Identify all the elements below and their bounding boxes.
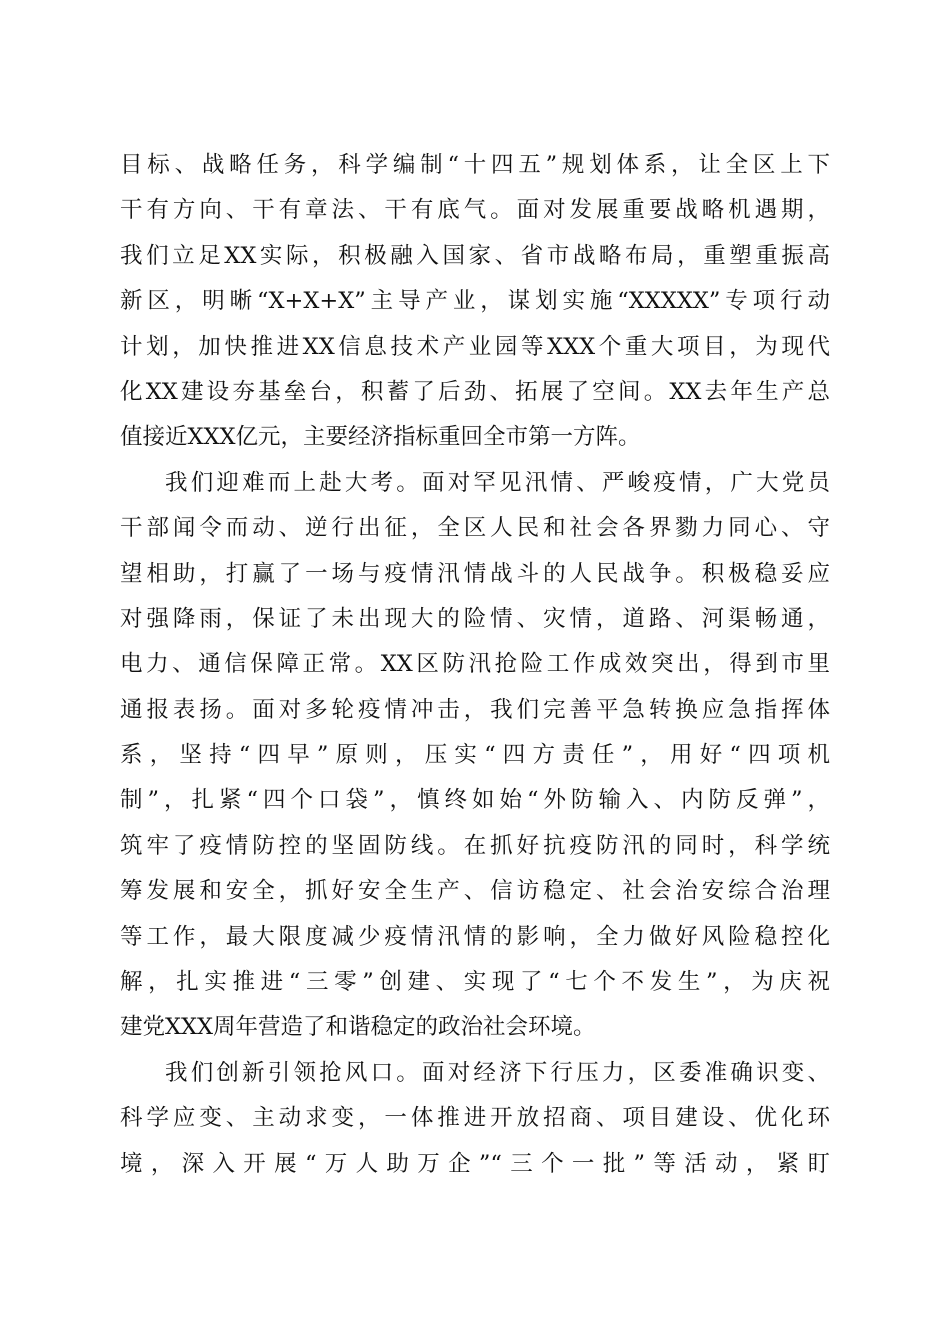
text-line: 制”，扎紧“四个口袋”，慎终如始“外防输入、内防反弹”， [120, 787, 830, 814]
text-line: 解，扎实推进“三零”创建、实现了“七个不发生”，为庆祝 [120, 969, 830, 996]
text-line: 筑牢了疫情防控的坚固防线。在抓好抗疫防汛的同时，科学统 [120, 832, 830, 859]
text-line: 系，坚持“四早”原则，压实“四方责任”，用好“四项机 [120, 742, 830, 769]
text-line: 通报表扬。面对多轮疫情冲击，我们完善平急转换应急指挥体 [120, 696, 830, 723]
text-line: 干有方向、干有章法、干有底气。面对发展重要战略机遇期， [120, 197, 830, 224]
text-line: 新区，明晰“X+X+X”主导产业，谋划实施“XXXXX”专项行动 [120, 288, 830, 315]
paragraph-start-line: 我们迎难而上赴大考。面对罕见汛情、严峻疫情，广大党员 [165, 469, 830, 496]
text-line: 计划，加快推进XX信息技术产业园等XXX个重大项目，为现代 [120, 333, 830, 360]
text-line: 对强降雨，保证了未出现大的险情、灾情，道路、河渠畅通， [120, 605, 830, 632]
text-line: 值接近XXX亿元，主要经济指标重回全市第一方阵。 [120, 424, 641, 451]
text-line: 我们立足XX实际，积极融入国家、省市战略布局，重塑重振高 [120, 242, 830, 269]
text-line: 化XX建设夯基垒台，积蓄了后劲、拓展了空间。XX去年生产总 [120, 378, 830, 405]
text-line: 建党XXX周年营造了和谐稳定的政治社会环境。 [120, 1014, 596, 1041]
text-line: 干部闻令而动、逆行出征，全区人民和社会各界勠力同心、守 [120, 515, 830, 542]
text-line: 电力、通信保障正常。XX区防汛抢险工作成效突出，得到市里 [120, 651, 830, 678]
text-line: 科学应变、主动求变，一体推进开放招商、项目建设、优化环 [120, 1105, 830, 1132]
text-line: 目标、战略任务，科学编制“十四五”规划体系，让全区上下 [120, 152, 830, 178]
text-line: 望相助，打赢了一场与疫情汛情战斗的人民战争。积极稳妥应 [120, 560, 830, 587]
paragraph-start-line: 我们创新引领抢风口。面对经济下行压力，区委准确识变、 [165, 1059, 830, 1086]
document-body [120, 143, 830, 1187]
text-line: 等工作，最大限度减少疫情汛情的影响，全力做好风险稳控化 [120, 923, 830, 950]
text-line: 境，深入开展“万人助万企”“三个一批”等活动，紧盯 [120, 1150, 830, 1177]
text-line: 筹发展和安全，抓好安全生产、信访稳定、社会治安综合治理 [120, 878, 830, 905]
